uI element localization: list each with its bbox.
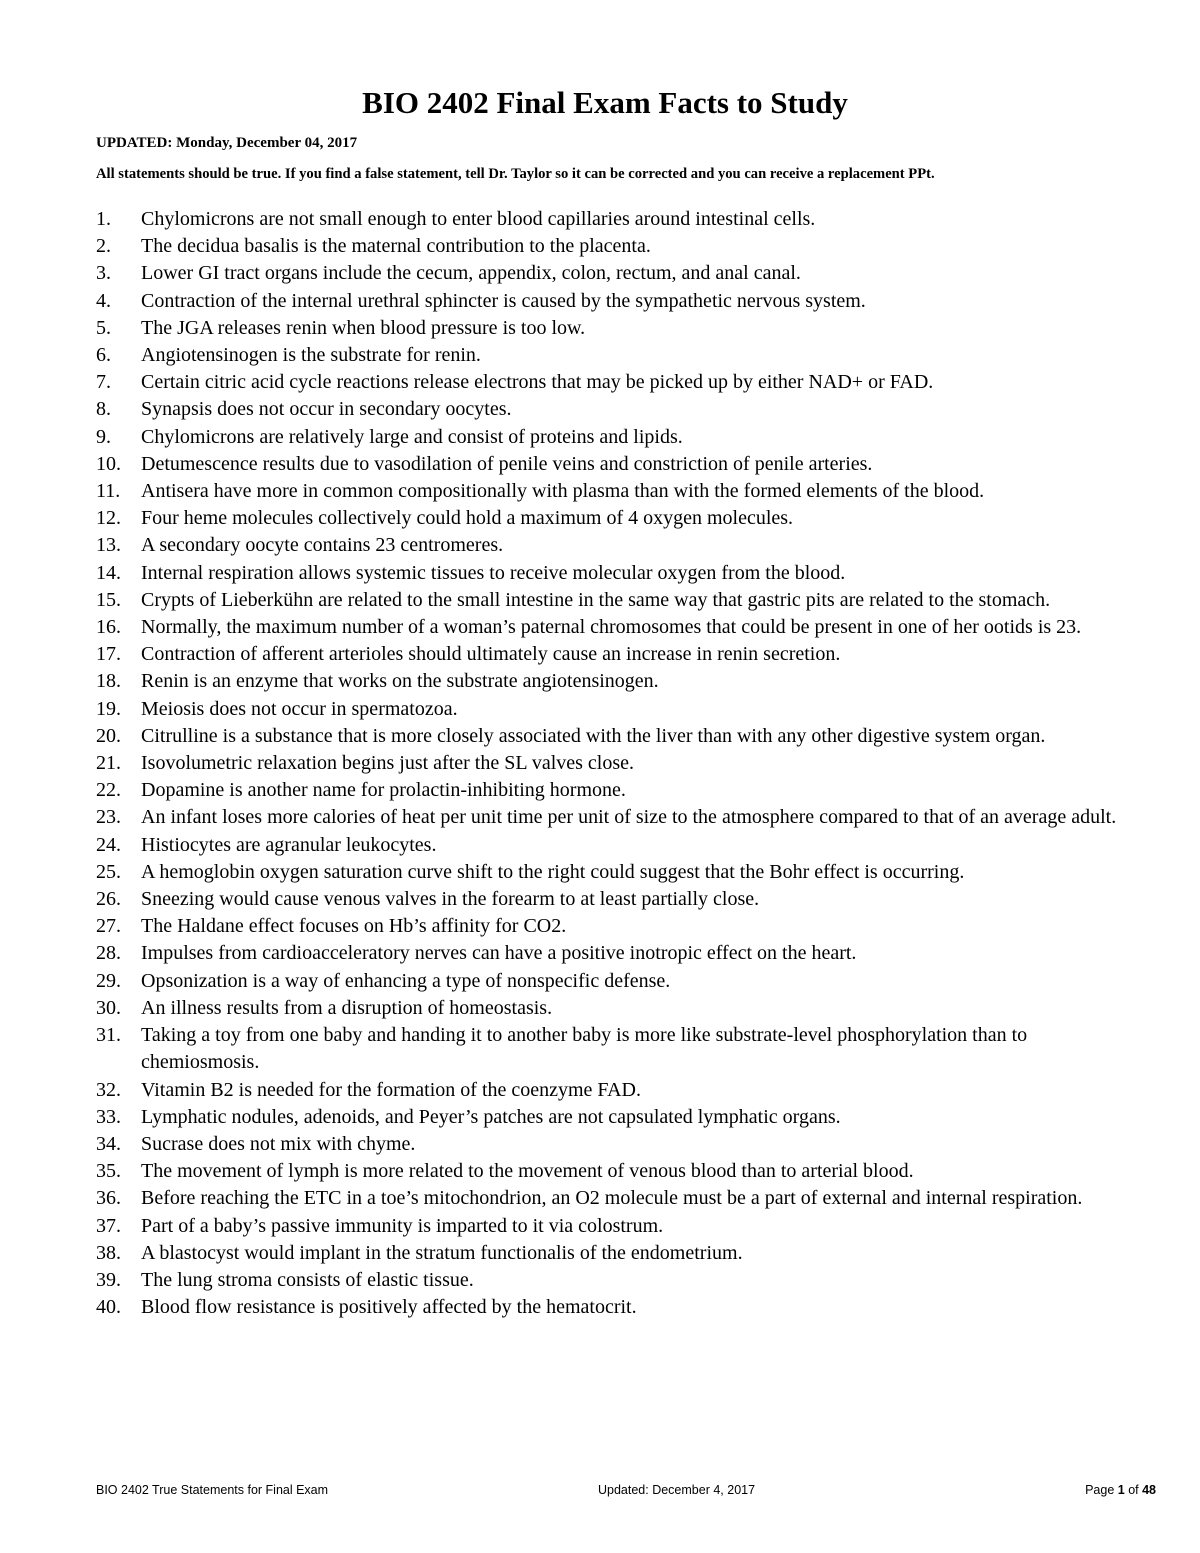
fact-number: 11. bbox=[96, 480, 121, 503]
fact-number: 10. bbox=[96, 452, 121, 475]
fact-number: 13. bbox=[96, 534, 121, 557]
fact-number: 34. bbox=[96, 1132, 121, 1155]
fact-text: Opsonization is a way of enhancing a type of nonspecific defense. bbox=[141, 969, 671, 992]
fact-item bbox=[96, 315, 1136, 342]
fact-number: 31. bbox=[96, 1024, 121, 1047]
fact-number: 6. bbox=[96, 344, 111, 367]
fact-text: Synapsis does not occur in secondary oocytes. bbox=[141, 398, 512, 421]
page-title: BIO 2402 Final Exam Facts to Study bbox=[362, 85, 848, 120]
fact-text: Contraction of afferent arterioles should ultimately cause an increase in renin secretion. bbox=[141, 643, 841, 666]
fact-text: Part of a baby’s passive immunity is imparted to it via colostrum. bbox=[141, 1214, 664, 1237]
fact-number: 12. bbox=[96, 507, 121, 530]
fact-text: Blood flow resistance is positively affected by the hematocrit. bbox=[141, 1296, 637, 1319]
fact-number: 38. bbox=[96, 1241, 121, 1264]
fact-item bbox=[96, 777, 1136, 804]
fact-text: A secondary oocyte contains 23 centromeres. bbox=[141, 534, 504, 557]
page-label: Page bbox=[1085, 1483, 1118, 1497]
fact-text: Isovolumetric relaxation begins just after the SL valves close. bbox=[141, 752, 635, 775]
fact-text: Impulses from cardioacceleratory nerves can have a positive inotropic effect on the heart. bbox=[141, 942, 857, 965]
fact-item bbox=[96, 260, 1136, 287]
fact-text: Antisera have more in common compositionally with plasma than with the formed elements of the blood. bbox=[141, 480, 985, 503]
fact-text: A hemoglobin oxygen saturation curve shift to the right could suggest that the Bohr effect is occurring. bbox=[141, 860, 965, 883]
fact-item bbox=[96, 396, 1136, 423]
fact-text: Chylomicrons are relatively large and consist of proteins and lipids. bbox=[141, 425, 683, 448]
fact-item bbox=[96, 505, 1136, 532]
fact-item bbox=[96, 1240, 1136, 1267]
fact-text: Renin is an enzyme that works on the substrate angiotensinogen. bbox=[141, 670, 659, 693]
fact-number: 2. bbox=[96, 235, 111, 258]
fact-text: The lung stroma consists of elastic tissue. bbox=[141, 1268, 474, 1291]
fact-item bbox=[96, 859, 1136, 886]
fact-text: Sneezing would cause venous valves in the forearm to at least partially close. bbox=[141, 888, 760, 911]
fact-number: 32. bbox=[96, 1078, 121, 1101]
fact-text: Lower GI tract organs include the cecum, appendix, colon, rectum, and anal canal. bbox=[141, 262, 801, 285]
fact-item bbox=[96, 587, 1136, 614]
fact-number: 29. bbox=[96, 969, 121, 992]
fact-item bbox=[96, 614, 1136, 641]
fact-text: Crypts of Lieberkühn are related to the small intestine in the same way that gastric pits are related to the stomach. bbox=[141, 588, 1051, 611]
fact-text: Dopamine is another name for prolactin-inhibiting hormone. bbox=[141, 779, 626, 802]
fact-item bbox=[96, 832, 1136, 859]
fact-item bbox=[96, 342, 1136, 369]
fact-number: 35. bbox=[96, 1160, 121, 1183]
fact-number: 23. bbox=[96, 806, 121, 829]
fact-number: 24. bbox=[96, 833, 121, 856]
fact-number: 26. bbox=[96, 888, 121, 911]
updated-date: UPDATED: Monday, December 04, 2017 bbox=[96, 135, 358, 151]
fact-number: 8. bbox=[96, 398, 111, 421]
fact-item bbox=[96, 1294, 1136, 1321]
fact-text: A blastocyst would implant in the stratum functionalis of the endometrium. bbox=[141, 1241, 743, 1264]
fact-number: 7. bbox=[96, 371, 111, 394]
fact-item bbox=[96, 641, 1136, 668]
fact-text: An infant loses more calories of heat per unit time per unit of size to the atmosphere compared to that of an average adult. bbox=[141, 806, 1117, 829]
fact-text: Angiotensinogen is the substrate for renin. bbox=[141, 344, 481, 367]
instructions-note: All statements should be true. If you find a false statement, tell Dr. Taylor so it can be corrected and you can receive a replacement PPt. bbox=[96, 166, 935, 182]
fact-item bbox=[96, 1158, 1136, 1185]
fact-item bbox=[96, 886, 1136, 913]
fact-text: Meiosis does not occur in spermatozoa. bbox=[141, 697, 458, 720]
page-current: 1 bbox=[1117, 1483, 1125, 1497]
fact-item bbox=[96, 1077, 1136, 1104]
fact-item bbox=[96, 696, 1136, 723]
fact-number: 39. bbox=[96, 1268, 121, 1291]
fact-number: 4. bbox=[96, 289, 111, 312]
fact-item bbox=[96, 1267, 1136, 1294]
fact-item bbox=[96, 913, 1136, 940]
fact-item bbox=[96, 478, 1136, 505]
fact-number: 25. bbox=[96, 860, 121, 883]
fact-text: Contraction of the internal urethral sphincter is caused by the sympathetic nervous system. bbox=[141, 289, 866, 312]
fact-item bbox=[96, 206, 1136, 233]
footer-updated-date: Updated: December 4, 2017 bbox=[598, 1483, 756, 1497]
fact-number: 36. bbox=[96, 1187, 121, 1210]
fact-text: Taking a toy from one baby and handing it to another baby is more like substrate-level phosphorylation than to chemiosmosis. bbox=[141, 1024, 1028, 1074]
fact-text: The Haldane effect focuses on Hb’s affinity for CO2. bbox=[141, 915, 567, 938]
fact-text: Lymphatic nodules, adenoids, and Peyer’s patches are not capsulated lymphatic organs. bbox=[141, 1105, 841, 1128]
fact-number: 28. bbox=[96, 942, 121, 965]
fact-number: 9. bbox=[96, 425, 111, 448]
fact-text: Detumescence results due to vasodilation of penile veins and constriction of penile arteries. bbox=[141, 452, 873, 475]
fact-text: Four heme molecules collectively could hold a maximum of 4 oxygen molecules. bbox=[141, 507, 794, 530]
fact-item bbox=[96, 532, 1136, 559]
fact-number: 18. bbox=[96, 670, 121, 693]
fact-number: 21. bbox=[96, 752, 121, 775]
fact-number: 20. bbox=[96, 724, 121, 747]
fact-text: An illness results from a disruption of homeostasis. bbox=[141, 996, 553, 1019]
fact-text: The decidua basalis is the maternal contribution to the placenta. bbox=[141, 235, 651, 258]
fact-number: 14. bbox=[96, 561, 121, 584]
fact-item bbox=[96, 288, 1136, 315]
fact-number: 22. bbox=[96, 779, 121, 802]
fact-number: 19. bbox=[96, 697, 121, 720]
fact-item bbox=[96, 804, 1136, 831]
fact-item bbox=[96, 233, 1136, 260]
fact-item bbox=[96, 1185, 1136, 1212]
fact-item bbox=[96, 369, 1136, 396]
page-number bbox=[1085, 1480, 1156, 1500]
fact-text: Chylomicrons are not small enough to enter blood capillaries around intestinal cells. bbox=[141, 208, 816, 230]
fact-number: 1. bbox=[96, 208, 111, 230]
fact-text: The movement of lymph is more related to the movement of venous blood than to arterial blood. bbox=[141, 1160, 914, 1183]
fact-number: 3. bbox=[96, 262, 111, 285]
fact-number: 33. bbox=[96, 1105, 121, 1128]
page-footer bbox=[0, 1480, 1200, 1500]
fact-number: 37. bbox=[96, 1214, 121, 1237]
fact-item bbox=[96, 723, 1136, 750]
fact-item bbox=[96, 1022, 1136, 1076]
fact-item bbox=[96, 1104, 1136, 1131]
fact-item bbox=[96, 940, 1136, 967]
fact-text: Internal respiration allows systemic tissues to receive molecular oxygen from the blood. bbox=[141, 561, 846, 584]
fact-item bbox=[96, 968, 1136, 995]
fact-number: 15. bbox=[96, 588, 121, 611]
fact-text: Before reaching the ETC in a toe’s mitochondrion, an O2 molecule must be a part of external and internal respiration. bbox=[141, 1187, 1083, 1210]
fact-number: 16. bbox=[96, 616, 121, 639]
fact-text: Certain citric acid cycle reactions release electrons that may be picked up by either NAD+ or FAD. bbox=[141, 371, 934, 394]
facts-list bbox=[96, 206, 1136, 1321]
fact-item bbox=[96, 451, 1136, 478]
fact-text: Histiocytes are agranular leukocytes. bbox=[141, 833, 437, 856]
fact-item bbox=[96, 424, 1136, 451]
fact-number: 40. bbox=[96, 1296, 121, 1319]
fact-number: 5. bbox=[96, 316, 111, 339]
fact-item bbox=[96, 1213, 1136, 1240]
fact-number: 17. bbox=[96, 643, 121, 666]
fact-item bbox=[96, 1131, 1136, 1158]
fact-number: 30. bbox=[96, 996, 121, 1019]
fact-text: The JGA releases renin when blood pressure is too low. bbox=[141, 316, 586, 339]
fact-item bbox=[96, 995, 1136, 1022]
fact-text: Sucrase does not mix with chyme. bbox=[141, 1132, 416, 1155]
footer-course-label: BIO 2402 True Statements for Final Exam bbox=[96, 1483, 329, 1497]
fact-number: 27. bbox=[96, 915, 121, 938]
fact-item bbox=[96, 560, 1136, 587]
fact-text: Normally, the maximum number of a woman’s paternal chromosomes that could be present in one of her ootids is 23. bbox=[141, 616, 1082, 639]
page-total: 48 bbox=[1142, 1483, 1156, 1497]
fact-item bbox=[96, 750, 1136, 777]
fact-item bbox=[96, 668, 1136, 695]
fact-text: Citrulline is a substance that is more closely associated with the liver than with any other digestive system organ. bbox=[141, 724, 1046, 747]
page-of-label: of bbox=[1124, 1483, 1143, 1497]
fact-text: Vitamin B2 is needed for the formation of the coenzyme FAD. bbox=[141, 1078, 641, 1101]
